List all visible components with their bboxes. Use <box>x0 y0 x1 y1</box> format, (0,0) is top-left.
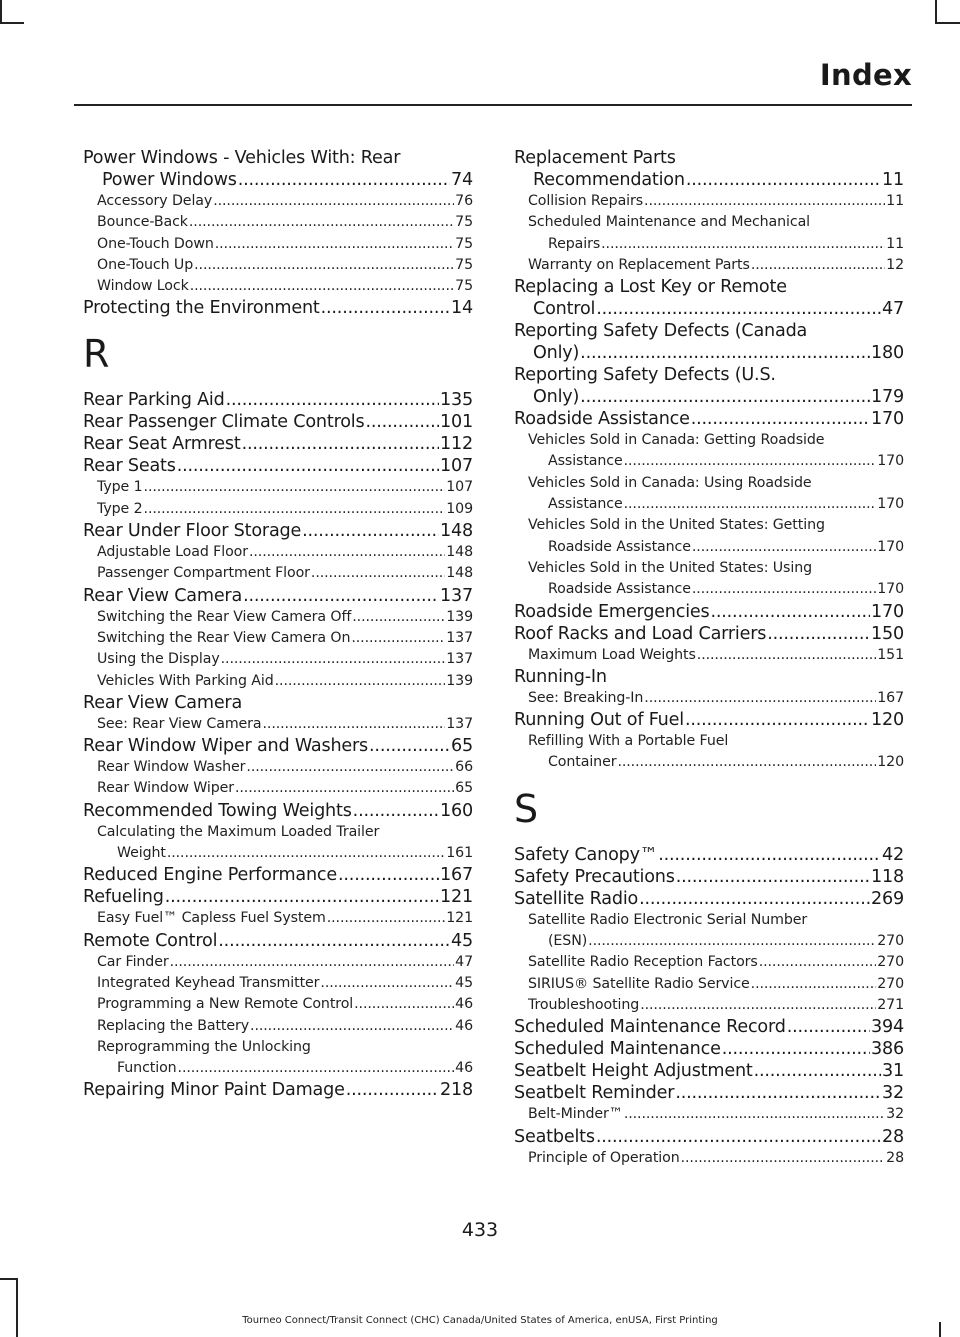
index-entry: Rear Seats ..... 107 <box>83 455 473 477</box>
section-letter: S <box>514 786 539 831</box>
index-subentry: Vehicles Sold in Canada: Getting Roadside <box>528 432 825 449</box>
index-subentry: Vehicles With Parking Aid ..... 139 <box>83 671 473 692</box>
index-subentry: See: Rear View Camera ..... 137 <box>83 714 473 735</box>
index-entry: Power Windows - Vehicles With: Rear <box>83 148 401 168</box>
index-subentry: Function ..... 46 <box>83 1058 473 1079</box>
index-column-left <box>83 147 473 1101</box>
index-subentry: Warranty on Replacement Parts ..... 12 <box>514 255 904 276</box>
index-entry: Rear View Camera ..... 137 <box>83 585 473 607</box>
index-subentry: See: Breaking-In ..... 167 <box>514 688 904 709</box>
index-entry: Rear Under Floor Storage ..... 148 <box>83 520 473 542</box>
index-entry: Running Out of Fuel ..... 120 <box>514 709 904 731</box>
index-subentry: Accessory Delay ..... 76 <box>83 191 473 212</box>
index-entry: Protecting the Environment ..... 14 <box>83 297 473 319</box>
index-subentry: Using the Display ..... 137 <box>83 649 473 670</box>
index-subentry: Container ..... 120 <box>514 752 904 773</box>
index-subentry: Satellite Radio Reception Factors ..... 270 <box>514 952 904 973</box>
index-entry: Reporting Safety Defects (U.S. <box>514 365 776 386</box>
index-subentry: Repairs ..... 11 <box>514 234 904 255</box>
index-entry: Roadside Emergencies ..... 170 <box>514 601 904 623</box>
index-entry: Safety Canopy™ ..... 42 <box>514 844 904 866</box>
index-subentry: Easy Fuel™ Capless Fuel System ..... 121 <box>83 908 473 929</box>
index-entry: Recommendation ..... 11 <box>514 169 904 191</box>
index-entry: Roof Racks and Load Carriers ..... 150 <box>514 623 904 645</box>
index-subentry: Refilling With a Portable Fuel <box>528 733 729 750</box>
index-entry: Rear Parking Aid ..... 135 <box>83 389 473 411</box>
index-entry: Scheduled Maintenance Record ..... 394 <box>514 1016 904 1038</box>
index-entry: Roadside Assistance ..... 170 <box>514 408 904 430</box>
index-subentry: Assistance ..... 170 <box>514 451 904 472</box>
index-entry: Repairing Minor Paint Damage ..... 218 <box>83 1079 473 1101</box>
index-subentry: Weight ..... 161 <box>83 843 473 864</box>
index-entry: Replacement Parts <box>514 148 676 168</box>
section-letter: R <box>83 332 110 377</box>
crop-mark <box>0 0 2 24</box>
index-entry: Control ..... 47 <box>514 298 904 320</box>
index-subentry: Type 1 ..... 107 <box>83 477 473 498</box>
crop-mark <box>935 0 937 24</box>
index-subentry: Rear Window Wiper ..... 65 <box>83 778 473 799</box>
index-subentry: Window Lock ..... 75 <box>83 276 473 297</box>
index-subentry: Vehicles Sold in Canada: Using Roadside <box>528 474 812 491</box>
index-entry: Running-In <box>514 666 607 687</box>
index-subentry: Scheduled Maintenance and Mechanical <box>528 214 811 231</box>
index-entry: Rear Passenger Climate Controls ..... 101 <box>83 411 473 433</box>
index-subentry: One-Touch Down ..... 75 <box>83 234 473 255</box>
index-subentry: (ESN) ..... 270 <box>514 931 904 952</box>
index-subentry: Passenger Compartment Floor ..... 148 <box>83 563 473 584</box>
footer-text: Tourneo Connect/Transit Connect (CHC) Canada/United States of America, enUSA, First Printing <box>242 1315 718 1326</box>
page-title: Index <box>819 58 912 92</box>
index-entry: Scheduled Maintenance ..... 386 <box>514 1038 904 1060</box>
index-subentry: Replacing the Battery ..... 46 <box>83 1016 473 1037</box>
index-subentry: Vehicles Sold in the United States: Using <box>528 559 812 576</box>
page-number: 433 <box>461 1219 499 1241</box>
index-subentry: Bounce-Back ..... 75 <box>83 212 473 233</box>
index-subentry: SIRIUS® Satellite Radio Service ..... 270 <box>514 974 904 995</box>
header-divider <box>74 104 912 106</box>
index-entry: Reduced Engine Performance ..... 167 <box>83 864 473 886</box>
index-entry: Rear Window Wiper and Washers ..... 65 <box>83 735 473 757</box>
index-entry: Only) ..... 179 <box>514 386 904 408</box>
index-subentry: Vehicles Sold in the United States: Getting <box>528 517 825 534</box>
index-subentry: Reprogramming the Unlocking <box>97 1038 311 1055</box>
index-entry: Satellite Radio ..... 269 <box>514 888 904 910</box>
index-entry: Remote Control ..... 45 <box>83 930 473 952</box>
index-subentry: Belt-Minder™ ..... 32 <box>514 1104 904 1125</box>
index-subentry: Rear Window Washer ..... 66 <box>83 757 473 778</box>
index-entry: Only) ..... 180 <box>514 342 904 364</box>
index-subentry: Type 2 ..... 109 <box>83 499 473 520</box>
index-subentry: Troubleshooting ..... 271 <box>514 995 904 1016</box>
index-subentry: Collision Repairs ..... 11 <box>514 191 904 212</box>
index-subentry: Integrated Keyhead Transmitter ..... 45 <box>83 973 473 994</box>
crop-mark <box>16 1278 18 1337</box>
index-subentry: One-Touch Up ..... 75 <box>83 255 473 276</box>
crop-mark <box>935 22 960 24</box>
index-subentry: Switching the Rear View Camera Off ..... 139 <box>83 607 473 628</box>
index-entry: Seatbelt Height Adjustment ..... 31 <box>514 1060 904 1082</box>
index-subentry: Roadside Assistance ..... 170 <box>514 537 904 558</box>
index-entry: Replacing a Lost Key or Remote <box>514 277 787 298</box>
crop-mark <box>0 1278 18 1280</box>
index-entry: Rear View Camera <box>83 692 243 713</box>
crop-mark <box>0 22 24 24</box>
index-entry: Reporting Safety Defects (Canada <box>514 321 808 342</box>
index-subentry: Maximum Load Weights ..... 151 <box>514 645 904 666</box>
index-column-right <box>514 147 904 1169</box>
index-subentry: Principle of Operation ..... 28 <box>514 1148 904 1169</box>
index-subentry: Car Finder ..... 47 <box>83 952 473 973</box>
index-subentry: Assistance ..... 170 <box>514 494 904 515</box>
index-subentry: Adjustable Load Floor ..... 148 <box>83 542 473 563</box>
index-subentry: Calculating the Maximum Loaded Trailer <box>97 823 380 840</box>
index-subentry: Switching the Rear View Camera On ..... 137 <box>83 628 473 649</box>
index-subentry: Programming a New Remote Control ..... 46 <box>83 994 473 1015</box>
index-entry: Refueling ..... 121 <box>83 886 473 908</box>
index-entry: Rear Seat Armrest ..... 112 <box>83 433 473 455</box>
index-entry: Recommended Towing Weights ..... 160 <box>83 800 473 822</box>
index-entry: Safety Precautions ..... 118 <box>514 866 904 888</box>
index-subentry: Satellite Radio Electronic Serial Number <box>528 911 808 928</box>
index-subentry: Roadside Assistance ..... 170 <box>514 579 904 600</box>
index-entry: Seatbelts ..... 28 <box>514 1126 904 1148</box>
index-entry: Seatbelt Reminder ..... 32 <box>514 1082 904 1104</box>
index-entry: Power Windows ..... 74 <box>83 169 473 191</box>
